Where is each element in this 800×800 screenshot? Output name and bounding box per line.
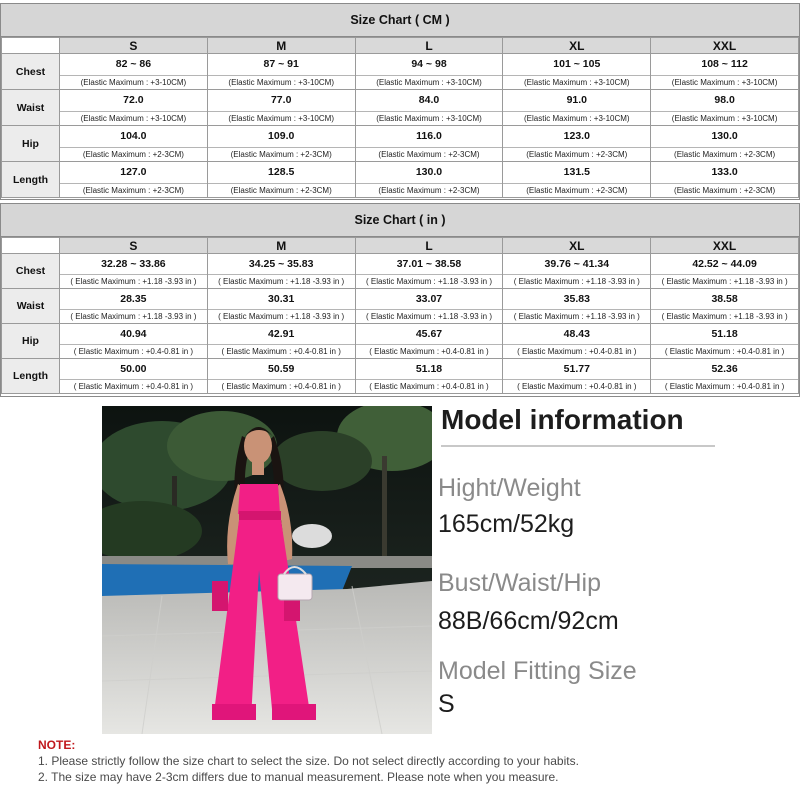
table-cell (207, 359, 355, 394)
table-cell (207, 54, 355, 90)
measurement-value: 34.25 ~ 35.83 (248, 258, 314, 270)
measurement-value: 91.0 (566, 94, 587, 106)
table-cell (651, 254, 799, 289)
measurement-value: 28.35 (120, 293, 147, 305)
table-row (2, 54, 799, 90)
measurement-value: 48.43 (563, 328, 590, 340)
elastic-note: ( Elastic Maximum : +0.4-0.81 in ) (60, 344, 207, 358)
measurement-value: 127.0 (120, 166, 147, 178)
table-cell (503, 359, 651, 394)
elastic-note: (Elastic Maximum : +3-10CM) (60, 75, 207, 89)
table-cell (207, 90, 355, 126)
header-corner (2, 238, 60, 254)
table-row (2, 90, 799, 126)
measurement-value: 39.76 ~ 41.34 (544, 258, 610, 270)
size-header: L (355, 38, 503, 54)
elastic-note: (Elastic Maximum : +2-3CM) (208, 147, 355, 161)
table-cell (60, 254, 208, 289)
measurement-value: 131.5 (563, 166, 590, 178)
elastic-note: (Elastic Maximum : +3-10CM) (60, 111, 207, 125)
measurement-label: Chest (2, 54, 60, 90)
elastic-note: (Elastic Maximum : +2-3CM) (503, 183, 650, 197)
size-header: L (355, 238, 503, 254)
table-cell (503, 90, 651, 126)
elastic-note: ( Elastic Maximum : +1.18 -3.93 in ) (208, 309, 355, 323)
measurement-label: Chest (2, 254, 60, 289)
note-line: 2. The size may have 2-3cm differs due to manual measurement. Please note when you measure. (38, 770, 559, 784)
measurement-value: 130.0 (415, 166, 443, 178)
measurement-value: 45.67 (415, 328, 443, 340)
measurement-label: Hip (2, 126, 60, 162)
height-weight-label: Hight/Weight (438, 474, 581, 502)
table-cell (651, 289, 799, 324)
table-row (2, 126, 799, 162)
measurement-value: 84.0 (418, 94, 440, 106)
table-cell (355, 54, 503, 90)
elastic-note: ( Elastic Maximum : +0.4-0.81 in ) (208, 379, 355, 393)
elastic-note: ( Elastic Maximum : +1.18 -3.93 in ) (651, 309, 798, 323)
measurement-value: 35.83 (563, 293, 590, 305)
measurement-value: 98.0 (714, 94, 735, 106)
table-row (2, 162, 799, 198)
measurement-value: 37.01 ~ 38.58 (396, 258, 462, 270)
measurement-value: 52.36 (711, 363, 738, 375)
measurement-value: 72.0 (123, 94, 144, 106)
measurement-value: 82 ~ 86 (115, 58, 152, 70)
table-cell (651, 359, 799, 394)
measurement-label: Hip (2, 324, 60, 359)
measurement-label: Waist (2, 289, 60, 324)
elastic-note: (Elastic Maximum : +2-3CM) (503, 147, 650, 161)
size-header-row (2, 38, 799, 54)
measurement-value: 128.5 (268, 166, 295, 178)
table-cell (60, 289, 208, 324)
model-info-divider (441, 445, 715, 447)
elastic-note: ( Elastic Maximum : +1.18 -3.93 in ) (208, 274, 355, 288)
size-header: XXL (651, 38, 799, 54)
size-header: M (207, 38, 355, 54)
measurement-value: 104.0 (120, 130, 147, 142)
size-header: XL (503, 38, 651, 54)
table-cell (355, 162, 503, 198)
table-cell (207, 289, 355, 324)
measurement-label: Waist (2, 90, 60, 126)
size-chart-cm-title: Size Chart ( CM ) (1, 4, 799, 37)
size-header: S (60, 38, 208, 54)
size-chart-in (0, 203, 800, 397)
table-cell (355, 289, 503, 324)
table-row (2, 254, 799, 289)
table-cell (355, 126, 503, 162)
table-cell (355, 324, 503, 359)
measurement-value: 50.00 (120, 363, 147, 375)
table-cell (503, 126, 651, 162)
bust-waist-hip-label: Bust/Waist/Hip (438, 569, 602, 597)
elastic-note: ( Elastic Maximum : +0.4-0.81 in ) (356, 379, 503, 393)
table-cell (651, 324, 799, 359)
elastic-note: ( Elastic Maximum : +1.18 -3.93 in ) (503, 309, 650, 323)
table-cell (355, 359, 503, 394)
measurement-value: 101 ~ 105 (553, 58, 601, 70)
measurement-value: 116.0 (416, 130, 442, 142)
elastic-note: (Elastic Maximum : +2-3CM) (208, 183, 355, 197)
elastic-note: (Elastic Maximum : +2-3CM) (651, 183, 798, 197)
elastic-note: ( Elastic Maximum : +0.4-0.81 in ) (60, 379, 207, 393)
table-cell (60, 126, 208, 162)
measurement-value: 30.31 (268, 293, 295, 305)
table-cell (651, 126, 799, 162)
elastic-note: (Elastic Maximum : +3-10CM) (503, 75, 650, 89)
elastic-note: (Elastic Maximum : +2-3CM) (651, 147, 798, 161)
table-cell (651, 54, 799, 90)
table-cell (60, 90, 208, 126)
note-line: 1. Please strictly follow the size chart to select the size. Do not select directly according to your habits. (38, 754, 579, 768)
measurement-value: 109.0 (268, 130, 295, 142)
elastic-note: ( Elastic Maximum : +0.4-0.81 in ) (651, 344, 798, 358)
elastic-note: ( Elastic Maximum : +0.4-0.81 in ) (503, 379, 650, 393)
header-corner (2, 38, 60, 54)
notes-section (38, 738, 778, 785)
elastic-note: ( Elastic Maximum : +1.18 -3.93 in ) (356, 309, 503, 323)
elastic-note: (Elastic Maximum : +3-10CM) (651, 75, 798, 89)
measurement-value: 94 ~ 98 (411, 58, 447, 70)
table-row (2, 324, 799, 359)
elastic-note: (Elastic Maximum : +3-10CM) (356, 111, 503, 125)
fitting-size-label: Model Fitting Size (438, 657, 637, 685)
measurement-value: 77.0 (270, 94, 292, 106)
table-cell (651, 162, 799, 198)
table-cell (60, 359, 208, 394)
measurement-label: Length (2, 162, 60, 198)
measurement-value: 123.0 (563, 130, 590, 142)
fitting-size-value: S (438, 690, 455, 718)
size-header: XL (503, 238, 651, 254)
table-cell (503, 54, 651, 90)
measurement-label: Length (2, 359, 60, 394)
measurement-value: 50.59 (268, 363, 295, 375)
model-info-title: Model information (441, 404, 684, 435)
height-weight-value: 165cm/52kg (438, 510, 575, 538)
elastic-note: (Elastic Maximum : +3-10CM) (651, 111, 798, 125)
elastic-note: (Elastic Maximum : +2-3CM) (356, 147, 503, 161)
elastic-note: (Elastic Maximum : +3-10CM) (503, 111, 650, 125)
table-cell (651, 90, 799, 126)
elastic-note: ( Elastic Maximum : +0.4-0.81 in ) (651, 379, 798, 393)
model-photo-illustration (102, 406, 432, 734)
table-cell (355, 254, 503, 289)
table-cell (503, 289, 651, 324)
size-chart-in-title: Size Chart ( in ) (1, 204, 799, 237)
elastic-note: (Elastic Maximum : +2-3CM) (60, 183, 207, 197)
size-chart-in-table (1, 237, 799, 394)
size-chart-cm (0, 3, 800, 200)
table-cell (60, 324, 208, 359)
table-row (2, 289, 799, 324)
table-row (2, 359, 799, 394)
elastic-note: ( Elastic Maximum : +1.18 -3.93 in ) (60, 309, 207, 323)
measurement-value: 51.77 (563, 363, 590, 375)
measurement-value: 133.0 (711, 166, 738, 178)
measurement-value: 33.07 (415, 293, 443, 305)
bust-waist-hip-value: 88B/66cm/92cm (438, 607, 619, 635)
measurement-value: 32.28 ~ 33.86 (101, 258, 166, 270)
elastic-note: ( Elastic Maximum : +0.4-0.81 in ) (356, 344, 503, 358)
table-cell (207, 126, 355, 162)
table-cell (503, 162, 651, 198)
elastic-note: (Elastic Maximum : +3-10CM) (356, 75, 503, 89)
measurement-value: 42.52 ~ 44.09 (692, 258, 757, 270)
table-cell (503, 254, 651, 289)
table-cell (60, 54, 208, 90)
size-header: M (207, 238, 355, 254)
table-cell (207, 324, 355, 359)
table-cell (207, 254, 355, 289)
measurement-value: 38.58 (711, 293, 738, 305)
elastic-note: ( Elastic Maximum : +0.4-0.81 in ) (208, 344, 355, 358)
size-chart-cm-table (1, 37, 799, 198)
model-photo (102, 406, 432, 734)
size-header: S (60, 238, 208, 254)
elastic-note: (Elastic Maximum : +2-3CM) (60, 147, 207, 161)
table-cell (207, 162, 355, 198)
measurement-value: 130.0 (711, 130, 738, 142)
measurement-value: 51.18 (711, 328, 738, 340)
elastic-note: ( Elastic Maximum : +1.18 -3.93 in ) (60, 274, 207, 288)
measurement-value: 51.18 (415, 363, 443, 375)
measurement-value: 42.91 (268, 328, 295, 340)
elastic-note: (Elastic Maximum : +2-3CM) (356, 183, 503, 197)
table-cell (503, 324, 651, 359)
measurement-value: 87 ~ 91 (263, 58, 299, 70)
elastic-note: ( Elastic Maximum : +1.18 -3.93 in ) (503, 274, 650, 288)
table-cell (355, 90, 503, 126)
elastic-note: ( Elastic Maximum : +1.18 -3.93 in ) (356, 274, 503, 288)
size-header-row (2, 238, 799, 254)
size-header: XXL (651, 238, 799, 254)
table-cell (60, 162, 208, 198)
measurement-value: 108 ~ 112 (701, 58, 748, 70)
elastic-note: (Elastic Maximum : +3-10CM) (208, 75, 355, 89)
elastic-note: ( Elastic Maximum : +0.4-0.81 in ) (503, 344, 650, 358)
note-heading: NOTE: (38, 738, 76, 752)
measurement-value: 40.94 (120, 328, 147, 340)
elastic-note: ( Elastic Maximum : +1.18 -3.93 in ) (651, 274, 798, 288)
elastic-note: (Elastic Maximum : +3-10CM) (208, 111, 355, 125)
